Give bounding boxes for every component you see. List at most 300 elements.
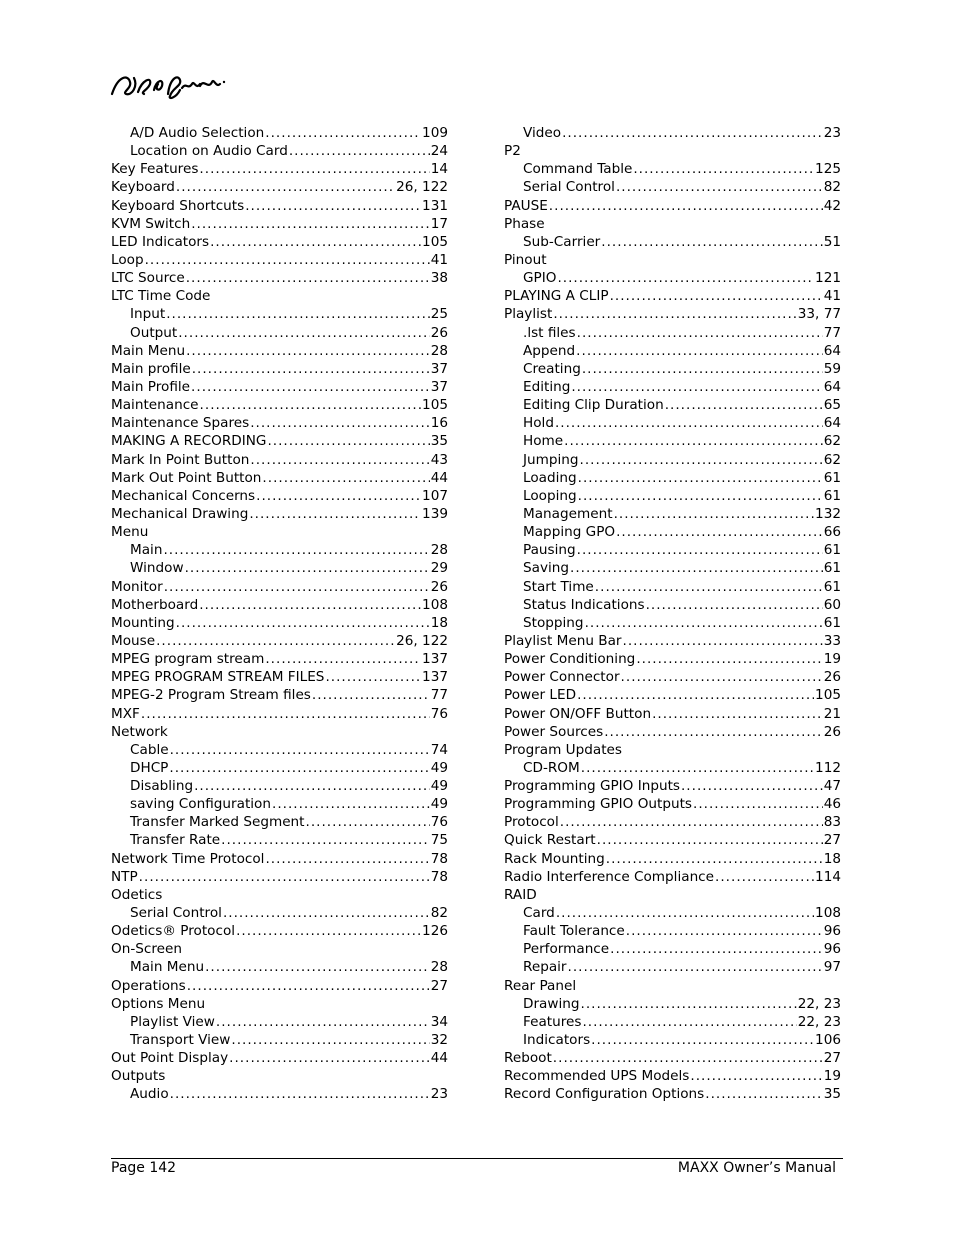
index-entry: [111, 541, 448, 559]
index-entry: [111, 142, 448, 160]
index-entry: [504, 142, 841, 160]
index-entry: [504, 197, 841, 215]
index-entry-term: MAKING A RECORDING: [111, 433, 267, 450]
index-entry-term: Main Menu: [111, 342, 186, 359]
index-entry-term: Mounting: [111, 614, 175, 631]
index-entry: [504, 451, 841, 469]
index-entry: [504, 977, 841, 995]
index-entry-term: Pinout: [504, 251, 547, 268]
index-entry-term: MPEG PROGRAM STREAM FILES: [111, 669, 325, 686]
dot-leader: [571, 378, 822, 396]
index-entry-term: Features: [523, 1013, 582, 1030]
index-entry-page: 132: [815, 505, 841, 522]
index-entry: [111, 1013, 448, 1031]
dot-leader: [623, 632, 823, 650]
index-entry-page: 22, 23: [797, 995, 841, 1012]
dot-leader: [560, 813, 823, 831]
index-entry: [111, 432, 448, 450]
index-entry-page: 23: [823, 125, 841, 141]
index-entry: [504, 578, 841, 596]
dot-leader: [556, 904, 814, 922]
index-entry-page: 21: [823, 705, 841, 722]
index-entry-page: 16: [430, 415, 448, 432]
index-entry-page: 19: [823, 1068, 841, 1085]
index-entry-page: 28: [430, 342, 448, 359]
index-entry: [111, 668, 448, 686]
index-entry: [111, 342, 448, 360]
index-entry-page: 29: [430, 560, 448, 577]
index-entry-term: Options Menu: [111, 995, 206, 1012]
index-entry: [504, 686, 841, 704]
index-entry-term: Phase: [504, 215, 545, 232]
index-entry: [111, 469, 448, 487]
index-entry: [504, 922, 841, 940]
index-entry-term: Serial Control: [130, 905, 222, 922]
index-entry: [504, 995, 841, 1013]
dot-leader: [231, 1031, 429, 1049]
page-number: Page 142: [111, 1160, 177, 1176]
index-entry-page: 114: [815, 868, 841, 885]
manual-title: MAXX Owner’s Manual: [677, 1160, 836, 1176]
index-entry-term: Mapping GPO: [523, 524, 616, 541]
index-entry: [111, 305, 448, 323]
index-entry: [111, 287, 448, 305]
index-entry: [504, 541, 841, 559]
index-entry: [504, 777, 841, 795]
dot-leader: [616, 523, 823, 541]
dot-leader: [568, 958, 823, 976]
index-entry-page: 61: [823, 614, 841, 631]
index-entry-page: 61: [823, 469, 841, 486]
index-entry-page: 34: [430, 1013, 448, 1030]
index-entry-page: 44: [430, 469, 448, 486]
index-entry: [111, 614, 448, 632]
index-entry: [111, 1085, 448, 1103]
index-entry-page: 28: [430, 959, 448, 976]
dot-leader: [553, 305, 796, 323]
index-entry-term: Motherboard: [111, 596, 199, 613]
index-entry-page: 112: [815, 759, 841, 776]
dot-leader: [582, 360, 823, 378]
dot-leader: [610, 287, 823, 305]
index-entry-term: Protocol: [504, 814, 559, 831]
index-entry-term: Cable: [130, 741, 169, 758]
index-entry-term: Record Configuration Options: [504, 1086, 705, 1103]
index-entry: [504, 668, 841, 686]
index-entry-page: 27: [430, 977, 448, 994]
index-entry: [504, 723, 841, 741]
dot-leader: [186, 269, 430, 287]
dot-leader: [191, 378, 430, 396]
index-entry-page: 96: [823, 923, 841, 940]
index-entry: [504, 432, 841, 450]
index-entry-page: 35: [430, 433, 448, 450]
index-entry-page: 28: [430, 542, 448, 559]
index-entry-term: Mark Out Point Button: [111, 469, 262, 486]
index-entry-page: 121: [815, 270, 841, 287]
index-entry-page: 26: [430, 578, 448, 595]
index-entry: [504, 1067, 841, 1085]
dot-leader: [578, 487, 823, 505]
index-entry: [111, 886, 448, 904]
dot-leader: [265, 850, 429, 868]
index-entry-page: 137: [422, 669, 448, 686]
index-entry-page: 75: [430, 832, 448, 849]
index-entry-term: Performance: [523, 941, 610, 958]
index-entry-term: Location on Audio Card: [130, 143, 288, 160]
dot-leader: [178, 324, 429, 342]
index-entry: [504, 614, 841, 632]
index-entry-term: Power LED: [504, 687, 577, 704]
index-entry: [504, 1013, 841, 1031]
index-entry-term: Command Table: [523, 161, 633, 178]
index-entry: [504, 160, 841, 178]
dot-leader: [606, 850, 823, 868]
index-entry-page: 60: [823, 596, 841, 613]
dot-leader: [289, 142, 430, 160]
index-entry-page: 27: [823, 1050, 841, 1067]
index-entry-page: 26: [823, 669, 841, 686]
index-entry-term: Keyboard Shortcuts: [111, 197, 245, 214]
index-entry: [111, 559, 448, 577]
index-entry: [111, 360, 448, 378]
index-entry-term: Loop: [111, 251, 144, 268]
index-entry-page: 26, 122: [396, 632, 448, 649]
index-entry-term: Power Sources: [504, 723, 604, 740]
index-entry-page: 24: [430, 143, 448, 160]
index-entry: [111, 378, 448, 396]
index-entry-term: LTC Time Code: [111, 288, 211, 305]
dot-leader: [591, 1031, 814, 1049]
index-entry: [504, 813, 841, 831]
index-entry: [111, 977, 448, 995]
index-entry-page: 44: [430, 1050, 448, 1067]
index-entry: [504, 269, 841, 287]
dot-leader: [166, 305, 429, 323]
index-entry-page: 106: [815, 1032, 841, 1049]
index-entry-term: Management: [523, 505, 613, 522]
index-entry-page: 26, 122: [396, 179, 448, 196]
index-entry: [504, 795, 841, 813]
index-entry-page: 105: [422, 233, 448, 250]
dot-leader: [163, 541, 429, 559]
index-entry-term: Programming GPIO Outputs: [504, 796, 693, 813]
index-entry: [504, 233, 841, 251]
index-entry: [111, 723, 448, 741]
index-entry-term: Playlist View: [130, 1013, 215, 1030]
index-entry-page: 26: [430, 324, 448, 341]
index-entry: [111, 523, 448, 541]
dot-leader: [262, 469, 429, 487]
dot-leader: [170, 1085, 430, 1103]
index-entry-page: 43: [430, 451, 448, 468]
index-entry: [504, 487, 841, 505]
index-entry-page: 41: [430, 251, 448, 268]
dot-leader: [250, 451, 429, 469]
dot-leader: [156, 632, 395, 650]
index-entry-term: CD-ROM: [523, 759, 580, 776]
index-entry: [111, 251, 448, 269]
index-entry-term: Stopping: [523, 614, 584, 631]
dot-leader: [652, 705, 823, 723]
index-entry-term: Jumping: [523, 451, 579, 468]
dot-leader: [570, 559, 823, 577]
index-entry-term: A/D Audio Selection: [130, 125, 265, 141]
index-entry-term: Mark In Point Button: [111, 451, 250, 468]
index-entry-term: Loading: [523, 469, 577, 486]
index-entry-term: Playlist Menu Bar: [504, 632, 622, 649]
index-entry-page: 126: [422, 923, 448, 940]
dot-leader: [557, 269, 814, 287]
index-entry: [111, 269, 448, 287]
index-entry-page: 49: [430, 778, 448, 795]
dot-leader: [585, 614, 823, 632]
dot-leader: [626, 922, 823, 940]
dot-leader: [185, 559, 430, 577]
index-entry-term: Reboot: [504, 1050, 552, 1067]
index-entry: [111, 813, 448, 831]
company-logo: [108, 68, 228, 102]
dot-leader: [250, 414, 430, 432]
dot-leader: [549, 197, 823, 215]
index-entry-term: Main profile: [111, 360, 191, 377]
index-entry: [111, 215, 448, 233]
dot-leader: [690, 1067, 822, 1085]
index-entry: [504, 469, 841, 487]
index-entry: [504, 505, 841, 523]
index-entry: [111, 578, 448, 596]
index-entry-page: 38: [430, 270, 448, 287]
dot-leader: [577, 324, 823, 342]
index-entry-page: 35: [823, 1086, 841, 1103]
index-entry: [504, 305, 841, 323]
index-entry-page: 61: [823, 542, 841, 559]
index-entry: [111, 868, 448, 886]
index-entry: [504, 1085, 841, 1103]
index-entry-term: Transfer Marked Segment: [130, 814, 305, 831]
index-entry: [111, 940, 448, 958]
index-entry: [111, 922, 448, 940]
index-entry: [111, 1067, 448, 1085]
index-entry: [504, 360, 841, 378]
index-entry-term: Main: [130, 542, 163, 559]
index-entry-term: GPIO: [523, 270, 557, 287]
index-entry-term: MXF: [111, 705, 140, 722]
index-entry-term: KVM Switch: [111, 215, 191, 232]
index-entry-term: Indicators: [523, 1032, 591, 1049]
index-entry-page: 125: [815, 161, 841, 178]
index-entry-page: 82: [823, 179, 841, 196]
dot-leader: [306, 813, 430, 831]
index-entry-term: Programming GPIO Inputs: [504, 778, 680, 795]
index-entry-page: 108: [815, 905, 841, 922]
dot-leader: [312, 686, 430, 704]
index-entry-term: LED Indicators: [111, 233, 210, 250]
dot-leader: [265, 650, 421, 668]
index-entry-page: 62: [823, 433, 841, 450]
dot-leader: [595, 578, 823, 596]
index-entry-page: 82: [430, 905, 448, 922]
index-entry-term: Odetics: [111, 886, 163, 903]
index-entry: [504, 124, 841, 142]
index-entry-page: 105: [815, 687, 841, 704]
index-entry: [111, 505, 448, 523]
dot-leader: [221, 831, 430, 849]
index-entry-term: Odetics® Protocol: [111, 923, 236, 940]
dot-leader: [582, 1013, 796, 1031]
index-entry-page: 139: [422, 505, 448, 522]
index-entry-term: Rack Mounting: [504, 850, 605, 867]
index-entry: [504, 1049, 841, 1067]
index-entry-term: Transport View: [130, 1032, 231, 1049]
index-entry-page: 32: [430, 1032, 448, 1049]
dot-leader: [199, 160, 429, 178]
index-entry: [111, 795, 448, 813]
index-entry-term: Playlist: [504, 306, 553, 323]
index-entry-page: 51: [823, 233, 841, 250]
dot-leader: [194, 777, 430, 795]
dot-leader: [636, 650, 822, 668]
index-entry-page: 23: [430, 1086, 448, 1103]
index-entry-term: Outputs: [111, 1068, 166, 1085]
index-entry-term: Input: [130, 306, 166, 323]
index-entry-term: Maintenance Spares: [111, 415, 250, 432]
index-entry-page: 49: [430, 796, 448, 813]
index-entry-page: 61: [823, 487, 841, 504]
index-entry: [504, 868, 841, 886]
index-entry: [111, 451, 448, 469]
index-entry-term: Home: [523, 433, 564, 450]
dot-leader: [616, 178, 823, 196]
index-entry-term: Power Connector: [504, 669, 620, 686]
dot-leader: [191, 215, 429, 233]
dot-leader: [199, 596, 421, 614]
index-entry: [504, 705, 841, 723]
dot-leader: [192, 360, 430, 378]
dot-leader: [169, 759, 429, 777]
index-entry: [504, 831, 841, 849]
dot-leader: [245, 197, 421, 215]
dot-leader: [176, 178, 395, 196]
index-entry-term: Keyboard: [111, 179, 175, 196]
index-entry-page: 27: [823, 832, 841, 849]
dot-leader: [229, 1049, 430, 1067]
index-entry-page: 37: [430, 378, 448, 395]
index-entry-term: Saving: [523, 560, 570, 577]
index-entry: [504, 632, 841, 650]
index-entry-page: 76: [430, 705, 448, 722]
index-entry-term: Editing Clip Duration: [523, 397, 664, 414]
dot-leader: [164, 578, 430, 596]
index-entry-page: 33: [823, 632, 841, 649]
index-entry-term: Fault Tolerance: [523, 923, 625, 940]
index-entry-term: Power Conditioning: [504, 651, 636, 668]
dot-leader: [576, 342, 823, 360]
index-entry-page: 105: [422, 397, 448, 414]
index-entry-page: 74: [430, 741, 448, 758]
dot-leader: [597, 831, 823, 849]
index-entry: [504, 1031, 841, 1049]
index-entry: [111, 850, 448, 868]
index-entry-term: Audio: [130, 1086, 169, 1103]
dot-leader: [236, 922, 421, 940]
dot-leader: [614, 505, 814, 523]
index-entry: [111, 831, 448, 849]
index-entry: [504, 850, 841, 868]
index-entry: [504, 904, 841, 922]
dot-leader: [581, 995, 797, 1013]
index-entry-term: Window: [130, 560, 184, 577]
index-entry-term: MPEG program stream: [111, 651, 265, 668]
index-entry: [111, 596, 448, 614]
index-entry-term: Network Time Protocol: [111, 850, 265, 867]
index-entry: [111, 958, 448, 976]
index-entry-term: Hold: [523, 415, 554, 432]
index-entry-page: 109: [422, 125, 448, 141]
dot-leader: [553, 1049, 823, 1067]
index-entry-term: PLAYING A CLIP: [504, 288, 609, 305]
dot-leader: [210, 233, 421, 251]
index-entry: [504, 378, 841, 396]
dot-leader: [581, 759, 814, 777]
index-entry-page: 41: [823, 288, 841, 305]
index-entry-page: 33, 77: [797, 306, 841, 323]
index-entry: [111, 487, 448, 505]
index-entry-term: Output: [130, 324, 178, 341]
index-entry-page: 61: [823, 578, 841, 595]
index-entry: [111, 650, 448, 668]
index-entry-term: Rear Panel: [504, 977, 577, 994]
index-entry: [111, 904, 448, 922]
dot-leader: [200, 396, 422, 414]
index-entry: [111, 1031, 448, 1049]
index-entry: [504, 342, 841, 360]
dot-leader: [580, 451, 823, 469]
index-entry: [504, 287, 841, 305]
index-entry-page: 14: [430, 161, 448, 178]
index-entry-term: Monitor: [111, 578, 163, 595]
index-entry-term: Looping: [523, 487, 577, 504]
dot-leader: [139, 868, 430, 886]
index-entry-page: 18: [430, 614, 448, 631]
index-entry-page: 78: [430, 868, 448, 885]
index-entry: [504, 940, 841, 958]
index-entry-page: 19: [823, 651, 841, 668]
dot-leader: [562, 124, 823, 142]
index-entry-term: Pausing: [523, 542, 576, 559]
index-entry-page: 61: [823, 560, 841, 577]
index-entry: [111, 414, 448, 432]
index-entry-term: Serial Control: [523, 179, 615, 196]
dot-leader: [216, 1013, 430, 1031]
index-entry-term: Radio Interference Compliance: [504, 868, 715, 885]
index-entry-term: On-Screen: [111, 941, 182, 958]
index-entry-page: 17: [430, 215, 448, 232]
index-entry-page: 76: [430, 814, 448, 831]
dot-leader: [205, 958, 430, 976]
dot-leader: [256, 487, 421, 505]
index-entry-term: Creating: [523, 360, 581, 377]
dot-leader: [186, 342, 430, 360]
index-entry-term: Start Time: [523, 578, 594, 595]
index-entry: [504, 523, 841, 541]
index-entry-term: LTC Source: [111, 270, 185, 287]
index-entry-term: Main Menu: [130, 959, 205, 976]
dot-leader: [141, 705, 430, 723]
index-entry: [111, 705, 448, 723]
index-entry-term: Editing: [523, 378, 571, 395]
index-entry-term: Video: [523, 125, 562, 141]
